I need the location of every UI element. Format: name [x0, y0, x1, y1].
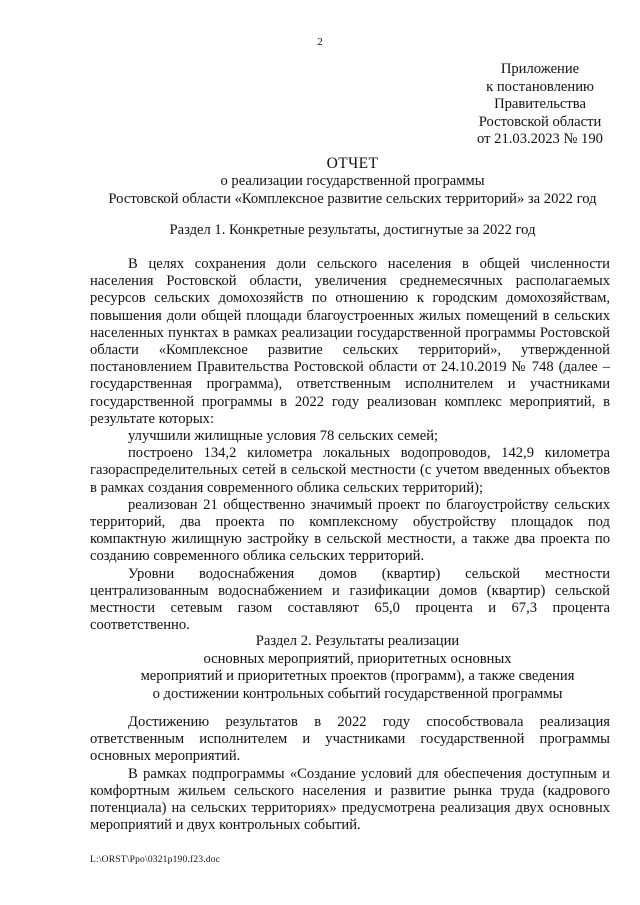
section-2-heading	[80, 633, 635, 703]
paragraph: построено 134,2 километра локальных водопроводов, 142,9 километра газораспределительных сетей в сельской местности (с учетом введенных объектов в рамках создания современного облика сельских территорий);	[90, 445, 610, 496]
file-path-footer: L:\ORST\Ppo\0321p190.f23.doc	[90, 855, 221, 865]
section-2-heading-line: основных мероприятий, приоритетных основных	[203, 650, 512, 667]
appendix-block	[440, 61, 640, 149]
appendix-line: Ростовской области	[478, 113, 602, 130]
appendix-line: к постановлению	[486, 78, 594, 95]
section-1-body	[90, 256, 610, 634]
appendix-date-line: от 21.03.2023 № 190	[477, 131, 603, 147]
page-number: 2	[317, 36, 323, 48]
section-2-body	[90, 714, 610, 834]
section-2-heading-line: о достижении контрольных событий государственной программы	[152, 685, 563, 702]
report-heading: ОТЧЕТ	[326, 155, 379, 172]
paragraph: улучшили жилищные условия 78 сельских семей;	[128, 428, 439, 445]
paragraph: В рамках подпрограммы «Создание условий для обеспечения доступным и комфортным жильем сельского населения и развитие рынка труда (кадрового потенциала) на сельских территориях» предусмотрена реализация двух основных мероприятий и двух контрольных событий.	[90, 765, 610, 834]
section-1-heading: Раздел 1. Конкретные результаты, достигнутые за 2022 год	[169, 222, 536, 238]
paragraph: Уровни водоснабжения домов (квартир) сельской местности централизованным водоснабжением и газификации домов (квартир) сельской местности сетевым газом составляют 65,0 процента и 67,3 процента соответственно.	[90, 565, 610, 634]
paragraph: В целях сохранения доли сельского населения в общей численности населения Ростовской области, увеличения среднемесячных располагаемых ресурсов сельских домохозяйств по отношению к городским домохозяйствам, повышения доли общей площади благоустроенных жилых помещений в сельских населенных пунктах в рамках реализации государственной программы Ростовской области «Комплексное развитие сельских территорий», утвержденной постановлением Правительства Ростовской области от 24.10.2019 № 748 (далее – государственная программа), ответственным исполнителем и участниками государственной программы в 2022 году реализован комплекс мероприятий, в результате которых:	[90, 256, 610, 427]
report-subtitle: о реализации государственной программы	[220, 172, 485, 189]
section-2-heading-line: мероприятий и приоритетных проектов (программ), а также сведения	[140, 668, 575, 684]
appendix-line: Правительства	[494, 96, 586, 112]
report-title-block	[80, 155, 625, 208]
section-2-heading-line: Раздел 2. Результаты реализации	[255, 633, 460, 649]
paragraph: Достижению результатов в 2022 году способствовала реализация ответственным исполнителем и участниками государственной программы основных мероприятий.	[90, 714, 610, 765]
paragraph: реализован 21 общественно значимый проект по благоустройству сельских территорий, два проекта по комплексному обустройству площадок под компактную жилищную застройку в сельской местности, а также два проекта по созданию современного облика сельских территорий.	[90, 496, 610, 565]
appendix-line: Приложение	[500, 61, 580, 77]
report-subtitle: Ростовской области «Комплексное развитие сельских территорий» за 2022 год	[108, 190, 597, 207]
